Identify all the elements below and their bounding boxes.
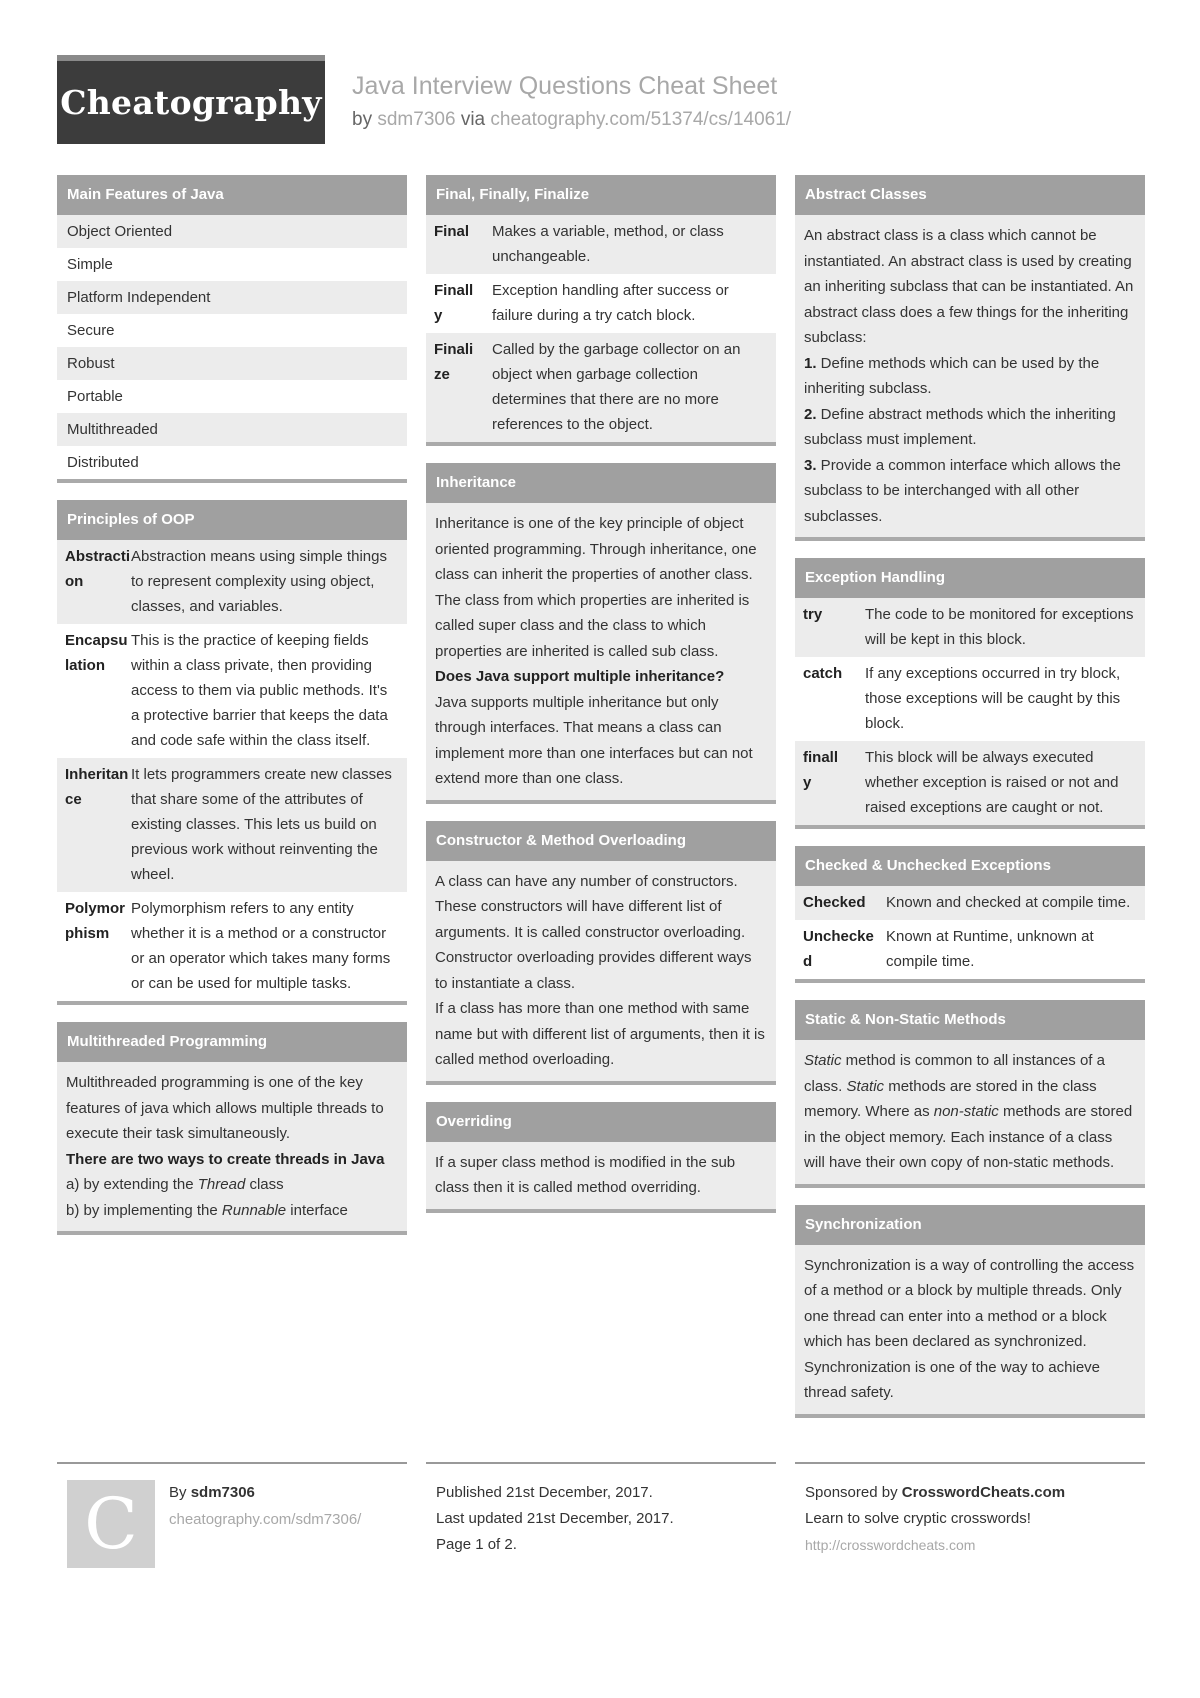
section-heading: Abstract Classes xyxy=(795,175,1145,215)
table-row xyxy=(57,758,407,892)
paragraph: a) by extending the Thread class xyxy=(66,1176,284,1193)
section-multithreaded xyxy=(57,1022,407,1235)
title-block xyxy=(352,72,791,131)
table-row xyxy=(795,741,1145,825)
row-value: This block will be always executed whether exception is raised or not and raised exceptions are caught or not. xyxy=(865,749,1119,816)
section-body xyxy=(426,861,776,1081)
table-row xyxy=(57,540,407,624)
row-value: Exception handling after success or failure during a try catch block. xyxy=(492,282,729,324)
row-key: catch xyxy=(803,665,843,682)
section-body xyxy=(426,503,776,800)
updated-date: Last updated 21st December, 2017. xyxy=(436,1510,674,1527)
footer-author: C By sdm7306 cheatography.com/sdm7306/ xyxy=(57,1462,407,1584)
row-value: Makes a variable, method, or class unchangeable. xyxy=(492,223,724,265)
section-synchronization xyxy=(795,1205,1145,1418)
table-row xyxy=(795,886,1145,920)
row-key: Finalize xyxy=(434,341,474,383)
list-item: Platform Independent xyxy=(57,281,407,314)
row-value: Known and checked at compile time. xyxy=(886,894,1131,911)
paragraph: b) by implementing the Runnable interface xyxy=(66,1201,348,1219)
footer-dates xyxy=(426,1462,776,1584)
author-avatar[interactable]: C xyxy=(67,1480,155,1568)
section-body xyxy=(795,215,1145,537)
paragraph: If a class has more than one method with same name but with different list of arguments, then it is called method overloading. xyxy=(435,1000,765,1068)
footer-sponsor: Sponsored by CrosswordCheats.com Learn to solve cryptic crosswords! http://crosswordcheats.com xyxy=(795,1462,1145,1584)
row-value: Polymorphism refers to any entity whether it is a method or a constructor or an operator which takes many forms or can be used for multiple tasks. xyxy=(131,900,391,992)
paragraph: An abstract class is a class which cannot be instantiated. An abstract class is used by creating an inheriting subclass that can be instantiated. An abstract class does a few things for the inheriting subclass: xyxy=(804,227,1134,346)
section-heading: Multithreaded Programming xyxy=(57,1022,407,1062)
list-item: Distributed xyxy=(67,454,139,471)
section-heading: Overriding xyxy=(426,1102,776,1142)
section-principles-of-oop xyxy=(57,500,407,1005)
paragraph: If a super class method is modified in the sub class then it is called method overriding. xyxy=(435,1153,736,1196)
row-value: It lets programmers create new classes that share some of the attributes of existing classes. This lets us build on previous work without reinventing the wheel. xyxy=(131,766,392,883)
row-key: Inheritance xyxy=(65,766,129,808)
row-value: If any exceptions occurred in try block, those exceptions will be caught by this block. xyxy=(865,665,1121,732)
row-key: Abstraction xyxy=(65,548,131,590)
row-key: Unchecked xyxy=(803,928,874,970)
footer-author-name[interactable]: sdm7306 xyxy=(190,1484,255,1501)
byline: by sdm7306 via cheatography.com/51374/cs/14061/ xyxy=(352,109,792,130)
bold-text: Does Java support multiple inheritance? xyxy=(435,668,725,685)
section-body xyxy=(795,1245,1145,1414)
row-key: Polymorphism xyxy=(65,900,126,942)
row-key: Finally xyxy=(434,282,474,324)
page-number: Page 1 of 2. xyxy=(436,1536,517,1553)
sheet-url-link[interactable]: cheatography.com/51374/cs/14061/ xyxy=(490,109,792,130)
logo-text: Cheatography xyxy=(60,83,322,122)
paragraph: A class can have any number of constructors. These constructors will have different list of arguments. It is called constructor overloading. Constructor overloading provides different ways to instantiate a class. xyxy=(435,872,752,992)
row-value: Abstraction means using simple things to represent complexity using object, classes, and variables. xyxy=(131,548,387,615)
paragraph: Synchronization is a way of controlling the access of a method or a block by multiple threads. Only one thread can enter into a method or a block which has been declared as synchronized. Synchronization is one of the way to achieve thread safety. xyxy=(804,1256,1135,1401)
row-key: Encapsulation xyxy=(65,632,128,674)
section-static-methods xyxy=(795,1000,1145,1188)
column-3 xyxy=(795,175,1145,1435)
paragraph: Static method is common to all instances of a class. Static methods are stored in the class memory. Where as non-static methods are stored in the object memory. Each instance of a class will have their own copy of non-static methods. xyxy=(804,1052,1133,1171)
cheatography-logo[interactable] xyxy=(57,55,325,144)
table-row xyxy=(795,920,1145,979)
table-row xyxy=(795,598,1145,657)
paragraph: Java supports multiple inheritance but only through interfaces. That means a class can implement more than one interfaces but can not extend more than one class. xyxy=(435,693,753,787)
published-date: Published 21st December, 2017. xyxy=(436,1484,653,1501)
list-item: Portable xyxy=(67,388,123,405)
section-inheritance xyxy=(426,463,776,804)
bold-text: There are two ways to create threads in Java xyxy=(66,1150,385,1168)
sponsor-name[interactable]: CrosswordCheats.com xyxy=(901,1484,1066,1501)
paragraph: 1. Define methods which can be used by the inheriting subclass. xyxy=(804,354,1100,397)
section-body xyxy=(795,1040,1145,1184)
table-row xyxy=(426,333,776,442)
row-value: Called by the garbage collector on an object when garbage collection determines that there are no more references to the object. xyxy=(492,341,741,433)
list-item: Robust xyxy=(57,347,407,380)
section-heading: Exception Handling xyxy=(795,558,1145,598)
section-body xyxy=(57,1062,407,1231)
row-value: This is the practice of keeping fields within a class private, then providing access to them via public methods. It's a protective barrier that keeps the data and code safe within the class itself. xyxy=(131,632,388,749)
table-row xyxy=(426,274,776,333)
column-2 xyxy=(426,175,776,1230)
section-exception-handling xyxy=(795,558,1145,829)
section-heading: Main Features of Java xyxy=(57,175,407,215)
section-heading: Inheritance xyxy=(426,463,776,503)
paragraph: Multithreaded programming is one of the key features of java which allows multiple threads to execute their task simultaneously. xyxy=(66,1074,384,1142)
section-overriding xyxy=(426,1102,776,1213)
list-item: Object Oriented xyxy=(57,215,407,248)
list-item: Secure xyxy=(67,322,115,339)
list-item: Multithreaded xyxy=(57,413,407,446)
section-heading: Synchronization xyxy=(795,1205,1145,1245)
row-key: Final xyxy=(434,223,470,240)
paragraph: Inheritance is one of the key principle of object oriented programming. Through inheritance, one class can inherit the properties of another class. The class from which properties are inherited is called super class and the class to which properties are inherited is called sub class. xyxy=(435,515,757,660)
row-key: try xyxy=(803,606,823,623)
column-1 xyxy=(57,175,407,1252)
table-row xyxy=(795,657,1145,741)
table-row xyxy=(57,892,407,1001)
table-row xyxy=(57,624,407,758)
section-body xyxy=(426,1142,776,1209)
section-overloading xyxy=(426,821,776,1085)
row-value: Known at Runtime, unknown at compile time. xyxy=(886,928,1094,970)
row-key: Checked xyxy=(803,894,866,911)
author-link[interactable]: sdm7306 xyxy=(377,109,456,130)
section-heading: Constructor & Method Overloading xyxy=(426,821,776,861)
sponsor-url[interactable]: http://crosswordcheats.com xyxy=(805,1537,976,1553)
paragraph: 2. Define abstract methods which the inheriting subclass must implement. xyxy=(804,405,1116,448)
page-title: Java Interview Questions Cheat Sheet xyxy=(352,72,778,100)
row-value: The code to be monitored for exceptions will be kept in this block. xyxy=(865,606,1134,648)
section-main-features xyxy=(57,175,407,483)
footer-author-url[interactable]: cheatography.com/sdm7306/ xyxy=(169,1511,362,1528)
list-item: Simple xyxy=(67,256,113,273)
section-abstract-classes xyxy=(795,175,1145,541)
section-heading: Static & Non-Static Methods xyxy=(795,1000,1145,1040)
sponsor-tagline: Learn to solve cryptic crosswords! xyxy=(805,1510,1031,1527)
paragraph: 3. Provide a common interface which allows the subclass to be interchanged with all other subclasses. xyxy=(804,456,1121,525)
section-heading: Principles of OOP xyxy=(57,500,407,540)
section-heading: Checked & Unchecked Exceptions xyxy=(795,846,1145,886)
section-final-finally-finalize xyxy=(426,175,776,446)
section-heading: Final, Finally, Finalize xyxy=(426,175,776,215)
row-key: finally xyxy=(803,749,839,791)
table-row xyxy=(426,215,776,274)
section-checked-unchecked xyxy=(795,846,1145,983)
